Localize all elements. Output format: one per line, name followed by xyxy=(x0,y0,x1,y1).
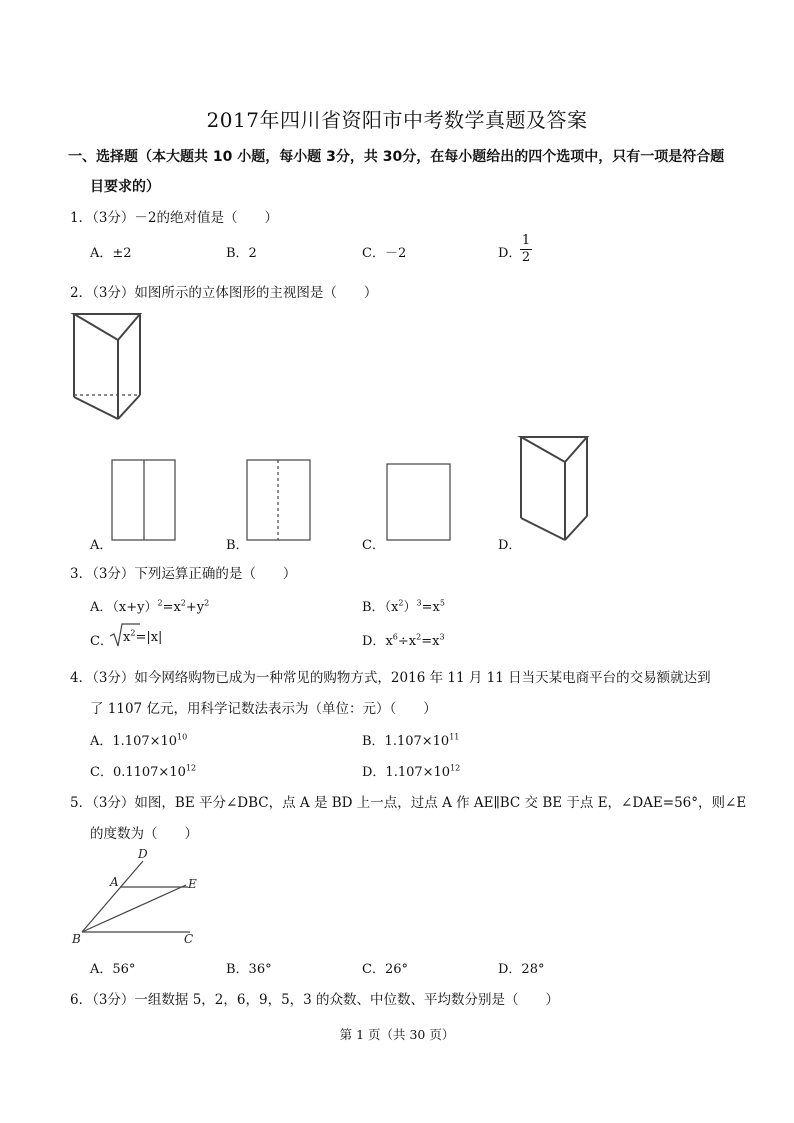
question-5-option-d: D．28° xyxy=(498,962,545,977)
q3c-exp1: 2 xyxy=(130,628,136,638)
q3b-exp1: 2 xyxy=(398,598,404,608)
q3a-base: （x+y） xyxy=(112,600,158,615)
q4c-exp: 12 xyxy=(185,763,197,773)
question-4-line1: 4．（3分）如今网络购物已成为一种常见的购物方式，2016 年 11 月 11 日当天某电商平台的交易额就达到 xyxy=(70,670,711,686)
q3b-exp2: 3 xyxy=(416,598,422,608)
q4c-text: C．0.1107×10 xyxy=(90,765,186,780)
section-heading-line2: 目要求的） xyxy=(90,179,160,195)
q3a-exp1: 2 xyxy=(157,598,163,608)
q3c-label: C． xyxy=(90,634,113,649)
point-c-label: C xyxy=(184,932,194,946)
q4b-text: B．1.107×10 xyxy=(362,734,450,749)
section-heading-line1: 一、选择题（本大题共 10 小题，每小题 3分，共 30分，在每小题给出的四个选项中，只有一项是符合题 xyxy=(68,149,725,165)
q4d-text: D．1.107×10 xyxy=(362,765,451,780)
question-2-option-b-label: B． xyxy=(226,538,249,553)
point-e-label: E xyxy=(188,877,197,891)
question-2-option-c-label: C． xyxy=(362,538,385,553)
q3b-eq: =x xyxy=(421,600,440,615)
q3d-eq: =x xyxy=(421,634,440,649)
q3a-label: A． xyxy=(90,600,113,615)
q3c-rad: x xyxy=(123,630,131,645)
q3a-exp2: 2 xyxy=(180,598,186,608)
q4a-exp: 10 xyxy=(177,732,188,742)
q3a-exp3: 2 xyxy=(204,598,210,608)
q3d-exp3: 3 xyxy=(439,632,445,642)
question-5-option-c: C．26° xyxy=(362,962,408,977)
q3b-base: （x xyxy=(384,600,399,615)
q3b-exp3: 5 xyxy=(439,598,445,608)
point-d-label: D xyxy=(138,847,148,861)
q3d-base: x xyxy=(385,634,393,649)
line-bd xyxy=(82,861,143,932)
q3c-rest: =|x| xyxy=(135,630,163,645)
page-footer: 第 1 页（共 30 页） xyxy=(339,1027,455,1042)
point-b-label: B xyxy=(72,932,81,946)
q3d-label: D． xyxy=(362,634,386,649)
question-5-line2: 的度数为（ ） xyxy=(90,826,198,842)
q3d-exp1: 6 xyxy=(392,632,398,642)
question-5-line1: 5．（3分）如图，BE 平分∠DBC，点 A 是 BD 上一点，过点 A 作 AE∥BC 交 BE 于点 E，∠DAE=56°，则∠E xyxy=(70,795,747,811)
q3d-div: ÷x xyxy=(397,634,417,649)
question-1-option-d: D． xyxy=(498,246,522,261)
question-3-stem: 3．（3分）下列运算正确的是（ ） xyxy=(70,566,297,582)
fraction-numerator: 1 xyxy=(521,233,531,248)
q4b-exp: 11 xyxy=(449,732,460,742)
question-2-stem: 2．（3分）如图所示的立体图形的主视图是（ ） xyxy=(70,285,378,301)
question-1-option-b: B．2 xyxy=(226,246,257,261)
q4d-exp: 12 xyxy=(450,763,461,773)
question-1-option-c: C．－2 xyxy=(362,246,407,261)
question-2-option-a-label: A． xyxy=(90,538,113,553)
question-6-stem: 6．（3分）一组数据 5，2，6，9，5，3 的众数、中位数、平均数分别是（ ） xyxy=(70,992,560,1008)
question-5-option-b: B．36° xyxy=(226,962,272,977)
point-a-label: A xyxy=(110,875,119,889)
question-1-stem: 1．（3分）－2的绝对值是（ ） xyxy=(70,210,279,226)
question-4-line2: 了 1107 亿元，用科学记数法表示为（单位：元）（ ） xyxy=(90,701,437,717)
q3a-plus: +y xyxy=(185,600,205,615)
question-1-option-a: A．±2 xyxy=(90,246,132,261)
q3b-label: B． xyxy=(362,600,385,615)
fraction-denominator: 2 xyxy=(521,250,531,265)
q3a-eq: =x xyxy=(162,600,181,615)
line-be xyxy=(82,885,186,932)
q3b-mid: ） xyxy=(403,600,417,615)
q4a-text: A．1.107×10 xyxy=(90,734,178,749)
question-2-option-d-label: D． xyxy=(498,538,522,553)
q3d-exp2: 2 xyxy=(416,632,422,642)
question-5-option-a: A．56° xyxy=(90,962,136,977)
page-title: 2017年四川省资阳市中考数学真题及答案 xyxy=(206,108,588,132)
